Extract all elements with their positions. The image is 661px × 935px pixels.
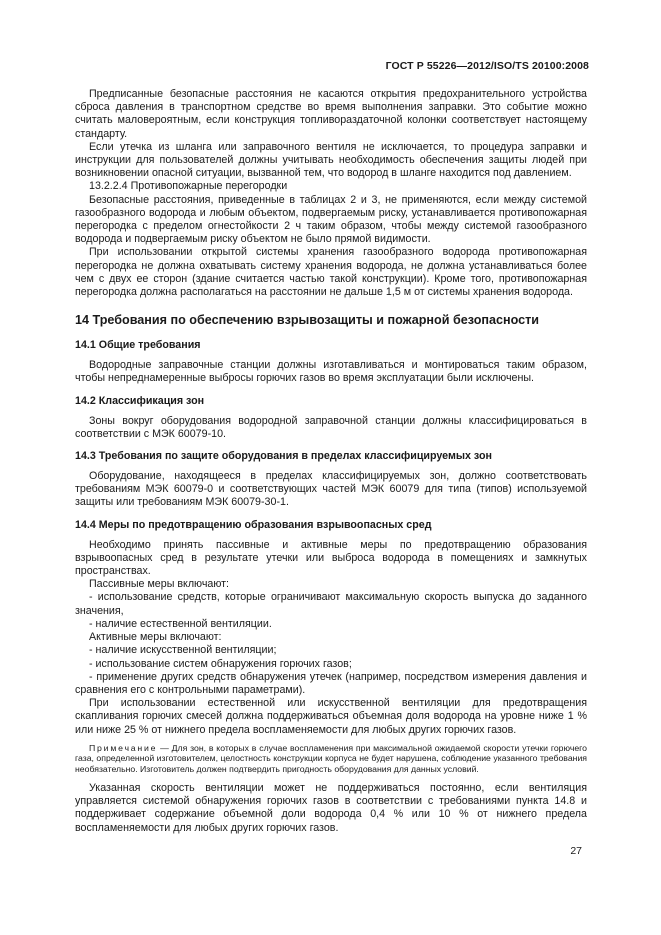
note xyxy=(75,743,587,774)
subclause-heading: 13.2.2.4 Противопожарные перегородки xyxy=(89,180,288,193)
paragraph: Указанная скорость вентиляции может не поддерживаться постоянно, если вентиляция управляется системой обнаружения горючих газов в соответствии с требованиями пункта 14.8 и поддерживает содержание объемной доли водорода 0,4 % или 10 % от нижнего предела воспламеняемости для любых других горючих газов. xyxy=(75,781,587,834)
paragraph: При использовании естественной или искусственной вентиляции для предотвращения скапливания горючих смесей должна поддерживаться объемная доля водорода на уровне ниже 1 % или ниже 25 % от нижнего предела воспламеняемости для любых других горючих газов. xyxy=(75,697,587,736)
paragraph: Зоны вокруг оборудования водородной заправочной станции должны классифицироваться в соответствии с МЭК 60079-10. xyxy=(75,414,587,440)
paragraph: Безопасные расстояния, приведенные в таблицах 2 и 3, не применяются, если между системой газообразного водорода и любым объектом, подвергаемым риску, устанавливается противопожарная перегородка с пределом огнестойкости 2 ч таким образом, чтобы между системой газообразного водорода и подвергаемым риску объектом не было прямой видимости. xyxy=(75,193,587,246)
list-item: - наличие искусственной вентиляции; xyxy=(89,644,277,657)
section-title: 14 Требования по обеспечению взрывозащиты и пожарной безопасности xyxy=(75,313,540,328)
paragraph: При использовании открытой системы хранения газообразного водорода противопожарная перегородка не должна охватывать систему хранения водорода, не должна устанавливаться более чем с двух ее сторон (здание считается частью такой конструкции). Кроме того, противопожарная перегородка должна располагаться на расстоянии не дальше 1,5 м от системы хранения водорода. xyxy=(75,246,587,299)
note-label: Примечание xyxy=(89,742,158,753)
note-text: — Для зон, в которых в случае воспламенения при максимальной ожидаемой скорости утечки горючего газа, определенной изготовителем, целостность конструкции корпуса не будет нарушена, соблюдение указанного требования необязательно. Изготовитель должен подтвердить пригодность оборудования для данных условий. xyxy=(75,742,587,774)
list-item: - применение других средств обнаружения утечек (например, посредством измерения давления и сравнения его с контрольными параметрами). xyxy=(75,670,587,696)
subsection-title: 14.1 Общие требования xyxy=(75,339,201,352)
paragraph: Предписанные безопасные расстояния не касаются открытия предохранительного устройства сброса давления в транспортном средстве во время выполнения заправки. Это событие можно считать маловероятным, если конструкция топливораздаточной колонки соответствует настоящему стандарту. xyxy=(75,88,587,140)
paragraph: Необходимо принять пассивные и активные меры по предотвращению образования взрывоопасных сред в результате утечки или выброса водорода в помещениях и замкнутых пространствах. xyxy=(75,538,587,578)
page-content xyxy=(75,88,587,835)
paragraph: Пассивные меры включают: xyxy=(89,578,229,591)
subsection-title: 14.4 Меры по предотвращению образования взрывоопасных сред xyxy=(75,518,432,531)
paragraph: Оборудование, находящееся в пределах классифицируемых зон, должно соответствовать требованиям МЭК 60079-0 и соответствующих частей МЭК 60079 для типа (типов) используемой защиты или требованиям МЭК 60079-30-1. xyxy=(75,470,587,509)
list-item: - использование систем обнаружения горючих газов; xyxy=(89,657,352,670)
list-item: - использование средств, которые ограничивают максимальную скорость выпуска до заданного значения, xyxy=(75,591,587,617)
subsection-title: 14.3 Требования по защите оборудования в пределах классифицируемых зон xyxy=(75,450,492,463)
list-item: - наличие естественной вентиляции. xyxy=(89,617,272,630)
document-header: ГОСТ Р 55226—2012/ISO/TS 20100:2008 xyxy=(385,60,589,72)
paragraph: Активные меры включают: xyxy=(89,631,222,644)
page-number: 27 xyxy=(570,845,582,857)
paragraph: Если утечка из шланга или заправочного вентиля не исключается, то процедура заправки и инструкции для пользователей должны учитывать необходимость обеспечения защиты людей при возникновении опасной ситуации, вызванной тем, что водород в шланге находится под давлением. xyxy=(75,140,587,180)
paragraph: Водородные заправочные станции должны изготавливаться и монтироваться таким образом, чтобы непреднамеренные выбросы горючих газов во время эксплуатации были исключены. xyxy=(75,359,587,385)
subsection-title: 14.2 Классификация зон xyxy=(75,394,205,407)
